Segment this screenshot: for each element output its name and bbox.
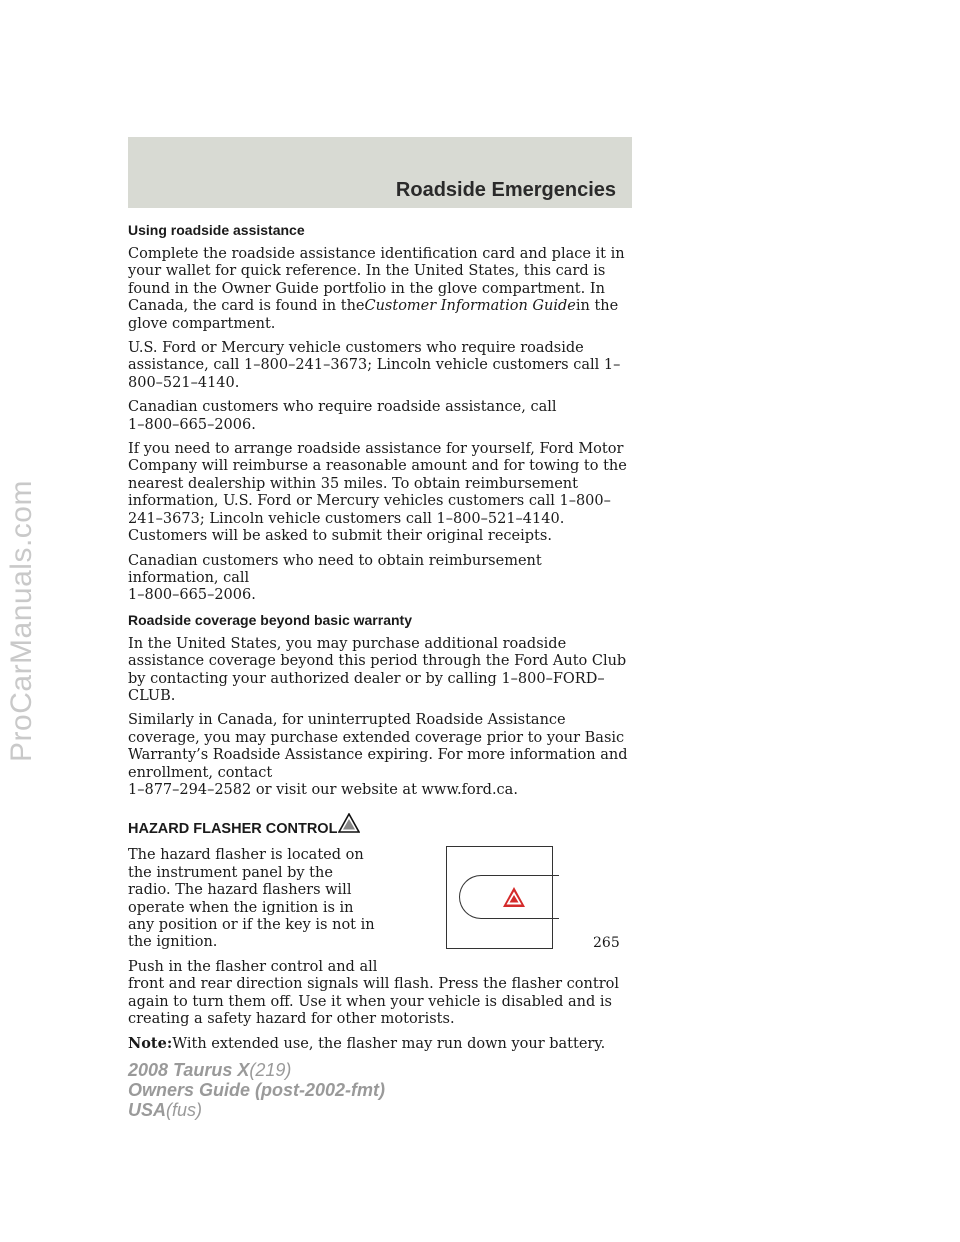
chapter-title: Roadside Emergencies [395,179,616,201]
page-number: 265 [593,935,620,951]
footer-region-code: (fus) [166,1100,203,1120]
heading-using-roadside: Using roadside assistance [128,222,305,238]
page-content [128,222,633,1061]
canada-phone-text: Canadian customers who require roadside assistance, call [128,399,557,416]
note-text: With extended use, the flasher may run down your battery. [172,1036,606,1053]
hazard-triangle-icon [502,886,526,908]
footer-model-line [128,1060,385,1080]
canada-reimbursement-text: Canadian customers who need to obtain reimbursement information, call [128,552,542,586]
paragraph-us-phone: U.S. Ford or Mercury vehicle customers who require roadside assistance, call 1–800–241–3673; Lincoln vehicle customers call 1–800–521–4140. [128,340,621,391]
footer-region-line [128,1100,385,1120]
paragraph-us-coverage: In the United States, you may purchase additional roadside assistance coverage beyond this period through the Ford Auto Club by contacting your authorized dealer or by calling 1–800–FORD–CLUB. [128,635,627,704]
heading-hazard-flasher [128,813,633,838]
customer-info-guide-title: Customer Information Guide [364,298,576,315]
paragraph-id-card [128,246,633,333]
footer-guide: Owners Guide (post-2002-fmt) [128,1080,386,1100]
canada-coverage-contact: 1–877–294–2582 or visit our website at www.ford.ca. [128,781,518,798]
hazard-flasher-button [459,875,559,919]
paragraph-reimbursement: If you need to arrange roadside assistance for yourself, Ford Motor Company will reimburse a reasonable amount and for towing to the nearest dealership within 35 miles. To obtain reimbursement information, U.S. Ford or Mercury vehicles customers call 1–800–241–3673; Lincoln vehicle customers call 1–800–521–4140. Customers will be asked to submit their original receipts. [128,441,627,545]
canada-reimbursement-number: 1–800–665–2006. [128,587,256,604]
id-card-text-b: in the glove compartment. [128,298,619,332]
footer-guide-line [128,1080,385,1100]
footer-region: USA [128,1100,167,1120]
hazard-usage-text-a: Push in the flasher control and all [128,958,378,975]
footer-model-code: (219) [249,1060,292,1080]
canada-phone-number: 1–800–665–2006. [128,416,256,433]
hazard-usage-text-b: front and rear direction signals will flash. Press the flasher control again to turn them off. Use it when your vehicle is disabled and is creating a safety hazard for other motorists. [128,976,619,1028]
hazard-heading-text: HAZARD FLASHER CONTROL [128,821,338,838]
canada-coverage-text: Similarly in Canada, for uninterrupted Roadside Assistance coverage, you may purchase extended coverage prior to your Basic Warranty’s Roadside Assistance expiring. For more information and enrollment, contact [128,712,628,781]
note-label: Note: [128,1035,173,1053]
paragraph-canada-reimbursement [128,553,633,605]
paragraph-canada-phone [128,399,633,434]
warning-triangle-icon [338,813,360,838]
paragraph-note [128,1035,633,1053]
paragraph-hazard-usage [128,959,633,1029]
paragraph-hazard-location: The hazard flasher is located on the instrument panel by the radio. The hazard flashers will operate when the ignition is in any position or if the key is not in the ignition. [128,847,375,951]
header-band [128,137,632,208]
heading-roadside-coverage: Roadside coverage beyond basic warranty [128,611,412,628]
id-card-text-a: Complete the roadside assistance identification card and place it in your wallet for quick reference. In the United States, this card is found in the Owner Guide portfolio in the glove compartment. In Canada, the card is found in the [128,246,625,315]
watermark: ProCarManuals.com [5,480,38,762]
document-footer [128,1060,385,1120]
hazard-block [128,847,633,1053]
paragraph-canada-coverage [128,712,633,799]
footer-model: 2008 Taurus X [128,1060,250,1080]
hazard-button-illustration [446,846,553,949]
